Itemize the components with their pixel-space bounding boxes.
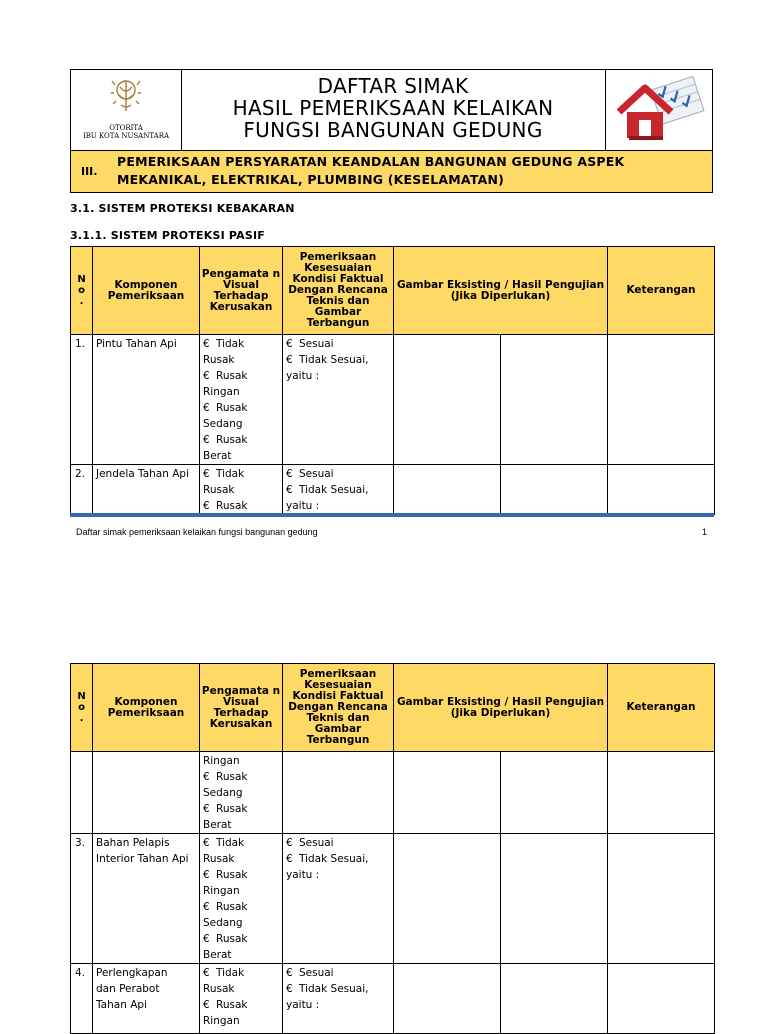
header-komponen: Komponen Pemeriksaan bbox=[93, 664, 200, 752]
subheading-proteksi-kebakaran: 3.1. SISTEM PROTEKSI KEBAKARAN bbox=[70, 202, 295, 215]
logo-text-ikn: IBU KOTA NUSANTARA bbox=[82, 132, 170, 140]
footer-rule bbox=[70, 513, 714, 517]
checklist-table-page-1 bbox=[70, 246, 715, 515]
visual-options[interactable]: € Tidak Rusak € Rusak Ringan bbox=[200, 964, 283, 1034]
visual-options[interactable]: Ringan € Rusak Sedang € Rusak Berat bbox=[200, 752, 283, 834]
logo-cell bbox=[71, 70, 182, 150]
row-number: 3. bbox=[71, 834, 93, 964]
keterangan-cell[interactable] bbox=[608, 834, 715, 964]
house-icon-cell bbox=[605, 70, 712, 150]
table-header-row bbox=[71, 247, 715, 335]
conformity-options[interactable]: € Sesuai € Tidak Sesuai, yaitu : bbox=[283, 335, 394, 465]
header-pengamatan: Pengamata n Visual Terhadap Kerusakan bbox=[200, 247, 283, 335]
header-no: N o . bbox=[71, 247, 93, 335]
conformity-options[interactable]: € Sesuai € Tidak Sesuai, yaitu : bbox=[283, 834, 394, 964]
keterangan-cell[interactable] bbox=[608, 964, 715, 1034]
checklist-table-page-2 bbox=[70, 663, 715, 1034]
header-kesesuaian: Pemeriksaan Kesesuaian Kondisi Faktual Dengan Rencana Teknis dan Gambar Terbangun bbox=[283, 247, 394, 335]
gambar-cell-2[interactable] bbox=[501, 752, 608, 834]
gambar-cell-2[interactable] bbox=[501, 834, 608, 964]
table-row bbox=[71, 752, 715, 834]
header-gambar: Gambar Eksisting / Hasil Pengujian (Jika Diperlukan) bbox=[394, 247, 608, 335]
row-component: Jendela Tahan Api bbox=[93, 465, 200, 515]
logo-text-otorita: OTORITA bbox=[109, 124, 143, 132]
gambar-cell-1[interactable] bbox=[394, 752, 501, 834]
header-gambar: Gambar Eksisting / Hasil Pengujian (Jika Diperlukan) bbox=[394, 664, 608, 752]
document-header bbox=[70, 69, 713, 151]
gambar-cell-1[interactable] bbox=[394, 465, 501, 515]
table-row bbox=[71, 834, 715, 964]
row-component: Pintu Tahan Api bbox=[93, 335, 200, 465]
gambar-cell-1[interactable] bbox=[394, 964, 501, 1034]
title-line-1: DAFTAR SIMAK bbox=[317, 74, 469, 98]
header-komponen: Komponen Pemeriksaan bbox=[93, 247, 200, 335]
gambar-cell-2[interactable] bbox=[501, 465, 608, 515]
conformity-options[interactable]: € Sesuai € Tidak Sesuai, yaitu : bbox=[283, 964, 394, 1034]
table-row bbox=[71, 465, 715, 515]
table-header-row bbox=[71, 664, 715, 752]
title-line-3: FUNGSI BANGUNAN GEDUNG bbox=[243, 118, 543, 142]
footer-text: Daftar simak pemeriksaan kelaikan fungsi bangunan gedung bbox=[76, 527, 318, 537]
title-line-2: HASIL PEMERIKSAAN KELAIKAN bbox=[232, 96, 554, 120]
gambar-cell-2[interactable] bbox=[501, 335, 608, 465]
header-pengamatan: Pengamata n Visual Terhadap Kerusakan bbox=[200, 664, 283, 752]
otorita-ikn-logo-icon bbox=[111, 75, 141, 117]
keterangan-cell[interactable] bbox=[608, 752, 715, 834]
conformity-options[interactable]: € Sesuai € Tidak Sesuai, yaitu : bbox=[283, 465, 394, 515]
visual-options[interactable]: € Tidak Rusak € Rusak Ringan € Rusak Sedang € Rusak Berat bbox=[200, 335, 283, 465]
keterangan-cell[interactable] bbox=[608, 465, 715, 515]
row-component: Perlengkapan dan Perabot Tahan Api bbox=[93, 964, 200, 1034]
keterangan-cell[interactable] bbox=[608, 335, 715, 465]
row-number: 2. bbox=[71, 465, 93, 515]
section-title: PEMERIKSAAN PERSYARATAN KEANDALAN BANGUNAN GEDUNG ASPEK MEKANIKAL, ELEKTRIKAL, PLUMBING (KESELAMATAN) bbox=[117, 154, 625, 187]
section-bar bbox=[70, 151, 713, 193]
title-cell bbox=[181, 70, 606, 150]
table-row bbox=[71, 335, 715, 465]
subheading-proteksi-pasif: 3.1.1. SISTEM PROTEKSI PASIF bbox=[70, 229, 266, 242]
row-number: 1. bbox=[71, 335, 93, 465]
row-component bbox=[93, 752, 200, 834]
row-number bbox=[71, 752, 93, 834]
section-number: III. bbox=[81, 165, 98, 178]
table-row bbox=[71, 964, 715, 1034]
gambar-cell-2[interactable] bbox=[501, 964, 608, 1034]
header-no: N o . bbox=[71, 664, 93, 752]
header-keterangan: Keterangan bbox=[608, 664, 715, 752]
visual-options[interactable]: € Tidak Rusak € Rusak bbox=[200, 465, 283, 515]
row-number: 4. bbox=[71, 964, 93, 1034]
header-kesesuaian: Pemeriksaan Kesesuaian Kondisi Faktual Dengan Rencana Teknis dan Gambar Terbangun bbox=[283, 664, 394, 752]
visual-options[interactable]: € Tidak Rusak € Rusak Ringan € Rusak Sedang € Rusak Berat bbox=[200, 834, 283, 964]
row-component: Bahan Pelapis Interior Tahan Api bbox=[93, 834, 200, 964]
header-keterangan: Keterangan bbox=[608, 247, 715, 335]
gambar-cell-1[interactable] bbox=[394, 834, 501, 964]
conformity-options[interactable] bbox=[283, 752, 394, 834]
page-number: 1 bbox=[702, 527, 708, 537]
house-checklist-icon bbox=[613, 76, 705, 144]
gambar-cell-1[interactable] bbox=[394, 335, 501, 465]
